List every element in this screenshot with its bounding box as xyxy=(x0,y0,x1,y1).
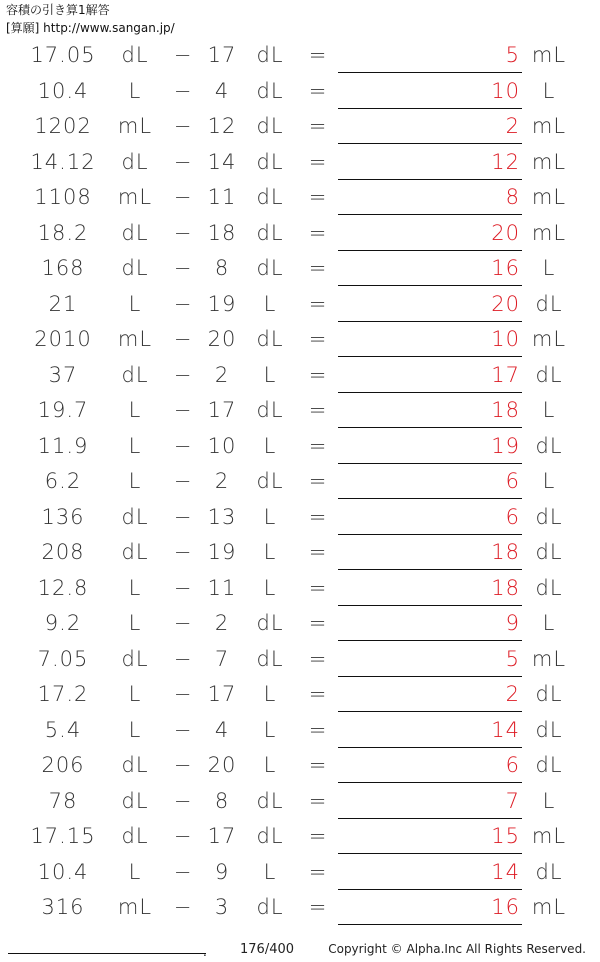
subtrahend-unit: L xyxy=(263,575,277,600)
answer-unit: L xyxy=(542,611,556,635)
answer-unit: dL xyxy=(535,291,563,316)
answer: 10 xyxy=(491,327,520,351)
minus-sign: − xyxy=(173,717,193,742)
minuend-unit: dL xyxy=(121,788,149,813)
minuend: 78 xyxy=(48,788,78,813)
minuend-unit: L xyxy=(128,575,142,600)
worksheet-title: 容積の引き算1解答 xyxy=(6,3,110,17)
minuend-unit: dL xyxy=(121,220,149,245)
equals-sign: = xyxy=(308,256,328,280)
subtrahend-unit: dL xyxy=(256,646,284,671)
minuend-unit: L xyxy=(128,717,142,742)
answer-unit: dL xyxy=(535,362,563,387)
equals-sign: = xyxy=(308,682,328,706)
minus-sign: − xyxy=(173,433,193,458)
problem-row xyxy=(0,534,600,570)
answer: 18 xyxy=(491,575,520,600)
answer-unit: dL xyxy=(535,717,563,742)
minuend: 19.7 xyxy=(37,398,89,422)
subtrahend-unit: dL xyxy=(256,611,284,635)
minus-sign: − xyxy=(173,149,193,174)
subtrahend-unit: dL xyxy=(256,469,284,493)
problem-row xyxy=(0,570,600,606)
equals-sign: = xyxy=(308,753,328,777)
answer-line xyxy=(338,924,522,925)
minus-sign: − xyxy=(173,682,193,706)
minuend: 17.15 xyxy=(30,824,96,848)
answer: 2 xyxy=(505,114,520,138)
equals-sign: = xyxy=(308,185,328,209)
problem-row xyxy=(0,889,600,925)
subtrahend-unit: dL xyxy=(256,149,284,174)
subtrahend: 17 xyxy=(207,398,237,422)
subtrahend: 18 xyxy=(207,220,237,245)
minuend-unit: dL xyxy=(121,149,149,174)
answer-unit: mL xyxy=(531,327,567,351)
subtrahend-unit: dL xyxy=(256,824,284,848)
subtrahend-unit: dL xyxy=(256,398,284,422)
answer: 6 xyxy=(505,753,520,777)
equals-sign: = xyxy=(308,362,328,387)
minuend-unit: L xyxy=(128,78,142,103)
minuend-unit: dL xyxy=(121,753,149,777)
problem-row xyxy=(0,428,600,464)
equals-sign: = xyxy=(308,540,328,564)
answer-unit: L xyxy=(542,788,556,813)
problem-row xyxy=(0,392,600,428)
equals-sign: = xyxy=(308,78,328,103)
source-link[interactable]: [算願] http://www.sangan.jp/ xyxy=(6,21,175,35)
minuend-unit: L xyxy=(128,469,142,493)
equals-sign: = xyxy=(308,43,328,67)
minus-sign: − xyxy=(173,469,193,493)
subtrahend: 17 xyxy=(207,682,237,706)
minuend-unit: dL xyxy=(121,646,149,671)
subtrahend: 20 xyxy=(207,327,237,351)
minus-sign: − xyxy=(173,256,193,280)
subtrahend-unit: dL xyxy=(256,114,284,138)
minus-sign: − xyxy=(173,291,193,316)
equals-sign: = xyxy=(308,114,328,138)
minus-sign: − xyxy=(173,575,193,600)
answer: 16 xyxy=(491,895,520,919)
subtrahend: 9 xyxy=(214,859,230,884)
subtrahend: 3 xyxy=(214,895,230,919)
answer-unit: L xyxy=(542,78,556,103)
minuend: 208 xyxy=(41,540,85,564)
subtrahend: 19 xyxy=(207,540,237,564)
minuend: 10.4 xyxy=(37,78,89,103)
problem-row xyxy=(0,108,600,144)
problem-list xyxy=(0,37,600,925)
problem-row xyxy=(0,250,600,286)
answer: 12 xyxy=(491,149,520,174)
answer-unit: mL xyxy=(531,114,567,138)
name-line xyxy=(8,953,206,954)
answer-unit: mL xyxy=(531,646,567,671)
minuend-unit: dL xyxy=(121,256,149,280)
minus-sign: − xyxy=(173,362,193,387)
answer: 6 xyxy=(505,504,520,529)
answer: 7 xyxy=(505,788,520,813)
minus-sign: − xyxy=(173,824,193,848)
minuend-unit: dL xyxy=(121,540,149,564)
minuend: 2010 xyxy=(34,327,92,351)
subtrahend: 20 xyxy=(207,753,237,777)
answer-unit: dL xyxy=(535,859,563,884)
answer: 14 xyxy=(491,717,520,742)
subtrahend-unit: dL xyxy=(256,43,284,67)
equals-sign: = xyxy=(308,149,328,174)
answer-unit: mL xyxy=(531,185,567,209)
minus-sign: − xyxy=(173,114,193,138)
problem-row xyxy=(0,463,600,499)
subtrahend-unit: L xyxy=(263,682,277,706)
minuend: 21 xyxy=(48,291,78,316)
answer-unit: dL xyxy=(535,682,563,706)
answer: 15 xyxy=(491,824,520,848)
equals-sign: = xyxy=(308,788,328,813)
problem-row xyxy=(0,605,600,641)
subtrahend-unit: L xyxy=(263,753,277,777)
answer-unit: L xyxy=(542,256,556,280)
minuend-unit: L xyxy=(128,611,142,635)
answer: 18 xyxy=(491,540,520,564)
problem-row xyxy=(0,215,600,251)
equals-sign: = xyxy=(308,220,328,245)
minuend-unit: mL xyxy=(117,327,153,351)
answer-unit: dL xyxy=(535,504,563,529)
subtrahend-unit: L xyxy=(263,859,277,884)
minuend: 136 xyxy=(41,504,85,529)
problem-row xyxy=(0,37,600,73)
subtrahend-unit: dL xyxy=(256,220,284,245)
minus-sign: − xyxy=(173,646,193,671)
minuend: 12.8 xyxy=(37,575,89,600)
equals-sign: = xyxy=(308,859,328,884)
minuend-unit: L xyxy=(128,859,142,884)
problem-row xyxy=(0,321,600,357)
problem-row xyxy=(0,179,600,215)
minuend: 7.05 xyxy=(37,646,89,671)
minus-sign: − xyxy=(173,540,193,564)
minuend: 1202 xyxy=(34,114,92,138)
minuend: 6.2 xyxy=(44,469,82,493)
equals-sign: = xyxy=(308,895,328,919)
minus-sign: − xyxy=(173,788,193,813)
subtrahend: 17 xyxy=(207,824,237,848)
minus-sign: − xyxy=(173,78,193,103)
subtrahend: 8 xyxy=(214,256,230,280)
minuend-unit: L xyxy=(128,398,142,422)
equals-sign: = xyxy=(308,575,328,600)
minuend: 9.2 xyxy=(44,611,82,635)
subtrahend: 13 xyxy=(207,504,237,529)
subtrahend-unit: L xyxy=(263,362,277,387)
copyright-notice: Copyright © Alpha.Inc All Rights Reserved. xyxy=(328,942,586,956)
problem-row xyxy=(0,73,600,109)
minuend: 5.4 xyxy=(44,717,82,742)
subtrahend: 11 xyxy=(207,185,237,209)
minuend-unit: L xyxy=(128,433,142,458)
subtrahend: 4 xyxy=(214,717,230,742)
answer: 17 xyxy=(491,362,520,387)
equals-sign: = xyxy=(308,646,328,671)
minus-sign: − xyxy=(173,185,193,209)
page-number: 176/400 xyxy=(240,942,295,957)
minus-sign: − xyxy=(173,859,193,884)
equals-sign: = xyxy=(308,327,328,351)
subtrahend: 10 xyxy=(207,433,237,458)
subtrahend-unit: dL xyxy=(256,185,284,209)
minuend: 17.05 xyxy=(30,43,96,67)
minuend-unit: L xyxy=(128,291,142,316)
minuend-unit: mL xyxy=(117,114,153,138)
minuend-unit: dL xyxy=(121,824,149,848)
equals-sign: = xyxy=(308,433,328,458)
subtrahend: 19 xyxy=(207,291,237,316)
answer: 16 xyxy=(491,256,520,280)
answer-unit: mL xyxy=(531,220,567,245)
answer: 8 xyxy=(505,185,520,209)
equals-sign: = xyxy=(308,824,328,848)
problem-row xyxy=(0,286,600,322)
minuend-unit: dL xyxy=(121,362,149,387)
subtrahend: 11 xyxy=(207,575,237,600)
answer: 20 xyxy=(491,291,520,316)
subtrahend: 2 xyxy=(214,611,230,635)
answer-unit: mL xyxy=(531,824,567,848)
minuend: 10.4 xyxy=(37,859,89,884)
answer-unit: dL xyxy=(535,753,563,777)
equals-sign: = xyxy=(308,398,328,422)
answer: 14 xyxy=(491,859,520,884)
subtrahend: 17 xyxy=(207,43,237,67)
minuend-unit: mL xyxy=(117,895,153,919)
answer: 20 xyxy=(491,220,520,245)
minuend: 316 xyxy=(41,895,85,919)
problem-row xyxy=(0,747,600,783)
answer-unit: L xyxy=(542,469,556,493)
answer: 18 xyxy=(491,398,520,422)
problem-row xyxy=(0,641,600,677)
answer-unit: dL xyxy=(535,540,563,564)
subtrahend: 7 xyxy=(214,646,230,671)
answer: 9 xyxy=(505,611,520,635)
answer: 10 xyxy=(491,78,520,103)
answer-unit: L xyxy=(542,398,556,422)
problem-row xyxy=(0,854,600,890)
minuend: 168 xyxy=(41,256,85,280)
minus-sign: − xyxy=(173,220,193,245)
subtrahend: 8 xyxy=(214,788,230,813)
minus-sign: − xyxy=(173,327,193,351)
minuend: 206 xyxy=(41,753,85,777)
minuend-unit: mL xyxy=(117,185,153,209)
subtrahend-unit: L xyxy=(263,504,277,529)
minus-sign: − xyxy=(173,504,193,529)
subtrahend-unit: L xyxy=(263,291,277,316)
problem-row xyxy=(0,783,600,819)
minus-sign: − xyxy=(173,611,193,635)
subtrahend: 14 xyxy=(207,149,237,174)
minus-sign: − xyxy=(173,398,193,422)
minuend: 17.2 xyxy=(37,682,89,706)
equals-sign: = xyxy=(308,611,328,635)
equals-sign: = xyxy=(308,717,328,742)
answer: 6 xyxy=(505,469,520,493)
answer-unit: dL xyxy=(535,575,563,600)
answer: 19 xyxy=(491,433,520,458)
problem-row xyxy=(0,144,600,180)
subtrahend-unit: dL xyxy=(256,256,284,280)
answer-unit: mL xyxy=(531,895,567,919)
equals-sign: = xyxy=(308,504,328,529)
minuend-unit: dL xyxy=(121,43,149,67)
subtrahend: 4 xyxy=(214,78,230,103)
subtrahend-unit: L xyxy=(263,433,277,458)
answer-unit: dL xyxy=(535,433,563,458)
subtrahend-unit: dL xyxy=(256,78,284,103)
subtrahend-unit: L xyxy=(263,540,277,564)
answer: 5 xyxy=(505,646,520,671)
subtrahend: 12 xyxy=(207,114,237,138)
problem-row xyxy=(0,499,600,535)
minuend-unit: dL xyxy=(121,504,149,529)
minuend-unit: L xyxy=(128,682,142,706)
answer-unit: mL xyxy=(531,149,567,174)
problem-row xyxy=(0,676,600,712)
problem-row xyxy=(0,712,600,748)
subtrahend: 2 xyxy=(214,469,230,493)
footer-dot: . xyxy=(203,945,207,959)
answer: 2 xyxy=(505,682,520,706)
subtrahend-unit: L xyxy=(263,717,277,742)
minus-sign: − xyxy=(173,895,193,919)
subtrahend-unit: dL xyxy=(256,327,284,351)
problem-row xyxy=(0,357,600,393)
minuend: 14.12 xyxy=(30,149,96,174)
problem-row xyxy=(0,818,600,854)
subtrahend: 2 xyxy=(214,362,230,387)
answer: 5 xyxy=(505,43,520,67)
subtrahend-unit: dL xyxy=(256,895,284,919)
equals-sign: = xyxy=(308,291,328,316)
minus-sign: − xyxy=(173,43,193,67)
answer-unit: mL xyxy=(531,43,567,67)
subtrahend-unit: dL xyxy=(256,788,284,813)
minuend: 1108 xyxy=(34,185,92,209)
minuend: 18.2 xyxy=(37,220,89,245)
minus-sign: − xyxy=(173,753,193,777)
equals-sign: = xyxy=(308,469,328,493)
minuend: 11.9 xyxy=(37,433,89,458)
minuend: 37 xyxy=(48,362,78,387)
